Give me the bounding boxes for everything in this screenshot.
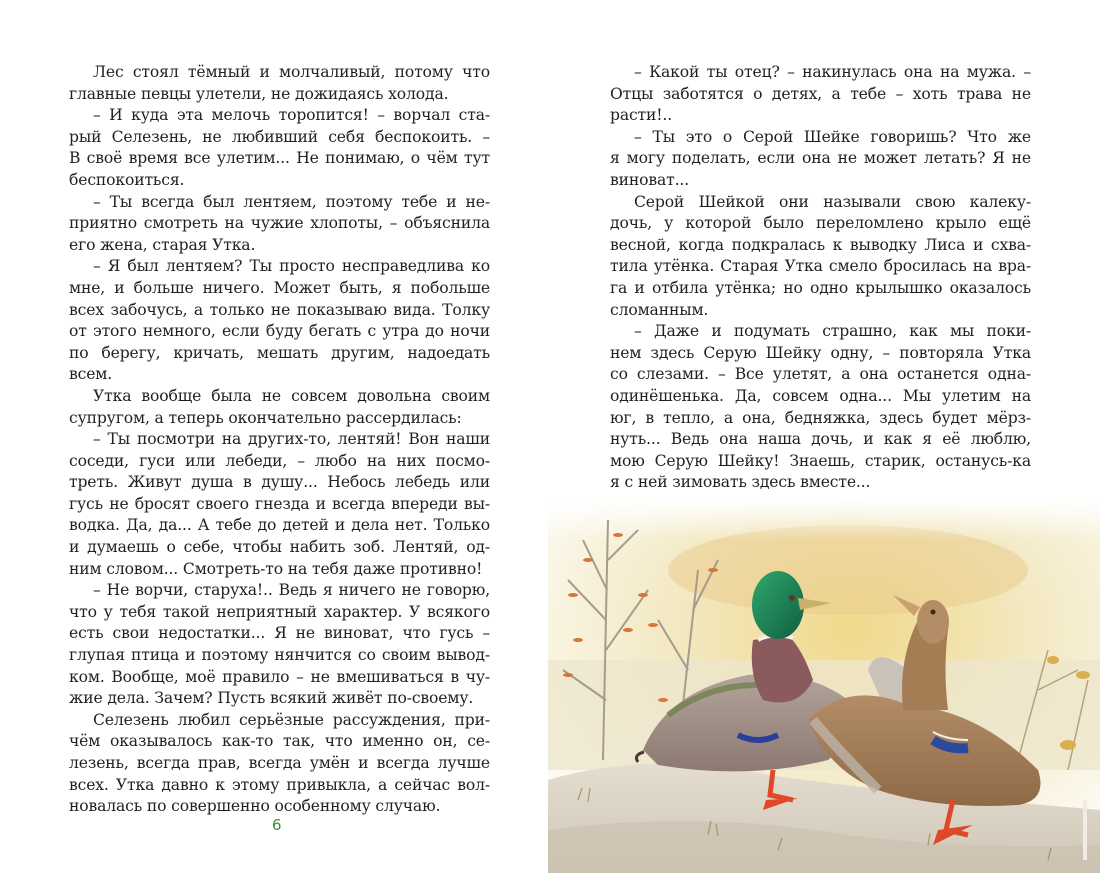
text-line: рый Селезень, не любивший себя беспокоить. – bbox=[69, 127, 490, 146]
text-line: – Какой ты отец? – накинулась она на мужа. – bbox=[634, 63, 1031, 81]
text-line: со слезами. – Все улетят, а она останется одна- bbox=[610, 365, 1031, 384]
text-line: – Ты посмотри на других-то, лентяй! Вон наши bbox=[93, 430, 490, 449]
text-line: Селезень любил серьёзные рассуждения, при- bbox=[93, 710, 490, 729]
text-line: весной, когда подкралась к выводку Лиса и схва- bbox=[610, 235, 1031, 254]
text-line: всем. bbox=[69, 365, 113, 384]
text-line: Утка вообще была не совсем довольна своим bbox=[93, 386, 490, 405]
text-line: га и отбила утёнка; но одно крылышко оказалось bbox=[610, 278, 1031, 297]
text-line: – И куда эта мелочь торопится! – ворчал ста- bbox=[93, 106, 490, 125]
text-line: главные певцы улетели, не дожидаясь холода. bbox=[69, 84, 449, 103]
text-line: В своё время все улетим... Не понимаю, о чём тут bbox=[69, 149, 490, 168]
text-line: юг, в тепло, а она, бедняжка, здесь будет мёрз- bbox=[610, 408, 1031, 427]
text-line: и думаешь о себе, чтобы набить зоб. Лентяй, од- bbox=[69, 538, 490, 557]
right-text-column bbox=[610, 62, 1031, 494]
page-number: 6 bbox=[272, 816, 282, 834]
text-line: чём оказывалось как-то так, что именно он, се- bbox=[69, 732, 490, 751]
text-line: жие дела. Зачем? Пусть всякий живёт по-своему. bbox=[69, 689, 474, 708]
text-line: всех забочусь, а только не показываю вида. Толку bbox=[69, 300, 490, 319]
text-line: супругом, а теперь окончательно рассердилась: bbox=[69, 408, 462, 427]
text-line: ним словом... Смотреть-то на тебя даже противно! bbox=[69, 559, 483, 578]
text-line: – Ты это о Серой Шейке говоришь? Что же bbox=[634, 127, 1031, 146]
text-line: я с ней зимовать здесь вместе... bbox=[610, 473, 871, 492]
text-line: глупая птица и поэтому нянчится со своим вывод- bbox=[69, 646, 490, 665]
text-line: соседи, гуси или лебеди, – любо на них посмо- bbox=[69, 451, 490, 470]
text-line: одинёшенька. Да, совсем одна... Мы улетим на bbox=[610, 386, 1031, 405]
text-line: Отцы заботятся о детях, а тебе – хоть трава не bbox=[610, 84, 1031, 103]
text-line: нем здесь Серую Шейку одну, – повторяла Утка bbox=[610, 343, 1031, 362]
text-line: расти!.. bbox=[610, 106, 673, 125]
left-page bbox=[0, 0, 550, 873]
text-line: лезень, всегда прав, всегда умён и всегда лучше bbox=[69, 754, 490, 772]
left-text-column bbox=[69, 62, 490, 818]
text-line: тила утёнка. Старая Утка смело бросилась на вра- bbox=[610, 257, 1031, 276]
duck-illustration bbox=[548, 500, 1100, 873]
text-line: ком. Вообще, моё правило – не вмешиваться в чу- bbox=[69, 667, 490, 686]
text-line: его жена, старая Утка. bbox=[69, 235, 256, 254]
text-line: сломанным. bbox=[610, 300, 709, 319]
text-line: – Не ворчи, старуха!.. Ведь я ничего не говорю, bbox=[93, 581, 490, 600]
text-line: от этого немного, если буду бегать с утра до ночи bbox=[69, 322, 490, 341]
text-line: всех. Утка давно к этому привыкла, а сейчас вол- bbox=[69, 775, 490, 794]
text-line: мне, и больше ничего. Может быть, я побольше bbox=[69, 278, 490, 297]
text-line: Лес стоял тёмный и молчаливый, потому что bbox=[93, 63, 490, 81]
text-line: приятно смотреть на чужие хлопоты, – объяснила bbox=[69, 214, 490, 233]
text-line: виноват... bbox=[610, 170, 690, 189]
text-line: – Даже и подумать страшно, как мы поки- bbox=[634, 322, 1031, 341]
text-line: беспокоиться. bbox=[69, 170, 185, 189]
text-line: есть свои недостатки... Я не виноват, что гусь – bbox=[69, 624, 490, 643]
text-line: – Ты всегда был лентяем, поэтому тебе и не- bbox=[93, 192, 490, 211]
text-line: – Я был лентяем? Ты просто несправедлива ко bbox=[93, 257, 490, 276]
text-line: что у тебя такой неприятный характер. У всякого bbox=[69, 602, 490, 621]
text-line: я могу поделать, если она не может летать? Я не bbox=[610, 149, 1031, 168]
text-line: дочь, у которой было переломлено крыло ещё bbox=[610, 214, 1031, 233]
text-line: по берегу, кричать, мешать другим, надоедать bbox=[69, 343, 490, 362]
text-line: нуть... Ведь она наша дочь, и как я её люблю, bbox=[610, 430, 1031, 449]
text-line: треть. Живут душа в душу... Небось лебедь или bbox=[69, 473, 490, 492]
text-line: гусь не бросят своего гнезда и всегда впереди вы- bbox=[69, 494, 490, 513]
text-line: новалась по совершенно особенному случаю. bbox=[69, 797, 441, 816]
text-line: мою Серую Шейку! Знаешь, старик, останусь-ка bbox=[610, 451, 1031, 470]
text-line: водка. Да, да... А тебе до детей и дела нет. Только bbox=[69, 516, 490, 535]
text-line: Серой Шейкой они называли свою калеку- bbox=[634, 192, 1031, 211]
